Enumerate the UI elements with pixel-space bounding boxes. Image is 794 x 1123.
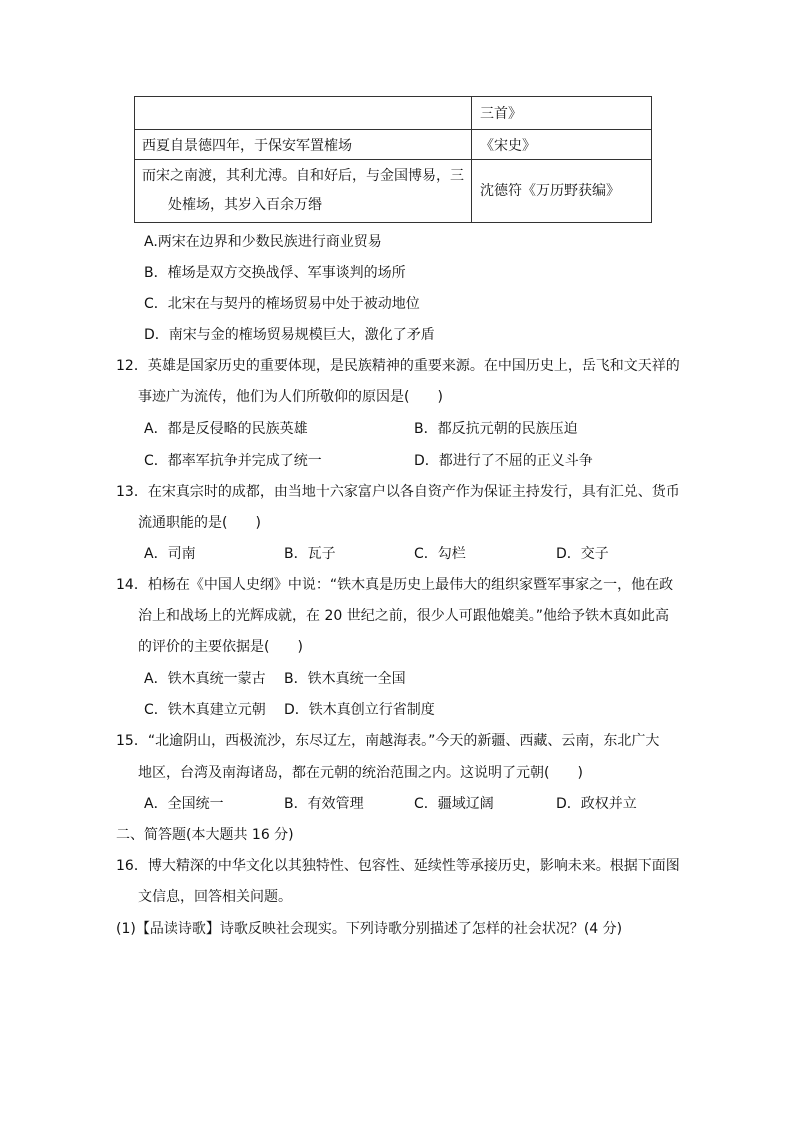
- q12-stem: 12．英雄是国家历史的重要体现，是民族精神的重要来源。在中国历史上，岳飞和文天祥的: [116, 358, 680, 374]
- q13-option-c: C．勾栏: [414, 546, 466, 562]
- q15-stem: 15．“北逾阴山，西极流沙，东尽辽左，南越海表。”今天的新疆、西藏、云南，东北广大: [116, 733, 660, 749]
- q14-stem: 14．柏杨在《中国人史纲》中说：“铁木真是历史上最伟大的组织家暨军事家之一，他在政: [116, 577, 674, 593]
- table-row: [135, 130, 652, 160]
- q13-option-a: A．司南: [144, 546, 196, 562]
- q14-stem: 治上和战场上的光辉成就，在 20 世纪之前，很少人可跟他媲美。”他给予铁木真如此高: [138, 608, 669, 624]
- q16-stem: 16．博大精深的中华文化以其独特性、包容性、延续性等承接历史，影响未来。根据下面图: [116, 858, 680, 874]
- q13-stem: 流通职能的是( ): [138, 515, 261, 531]
- q13-option-b: B．瓦子: [284, 546, 336, 562]
- q14-option-b: B．铁木真统一全国: [284, 671, 406, 687]
- table-row: [135, 160, 652, 223]
- table-cell-source: 《宋史》: [472, 130, 652, 160]
- q11-option-c: C．北宋在与契丹的榷场贸易中处于被动地位: [144, 296, 420, 312]
- source-table: [134, 96, 652, 223]
- table-cell-source: 三首》: [472, 97, 652, 130]
- table-cell-line: 而宋之南渡，其利尤溥。自和好后，与金国博易，三: [142, 168, 464, 184]
- q16-stem: 文信息，回答相关问题。: [138, 889, 292, 905]
- q12-option-d: D．都进行了不屈的正义斗争: [414, 453, 593, 469]
- table-cell-event: 西夏自景德四年，于保安军置榷场: [135, 130, 472, 160]
- q11-option-d: D．南宋与金的榷场贸易规模巨大，激化了矛盾: [144, 327, 435, 343]
- q12-stem: 事迹广为流传，他们为人们所敬仰的原因是( ): [138, 389, 443, 405]
- q15-option-d: D．政权并立: [556, 796, 637, 812]
- q12-option-c: C．都率军抗争并完成了统一: [144, 453, 322, 469]
- q15-option-b: B．有效管理: [284, 796, 364, 812]
- q14-option-c: C．铁木真建立元朝: [144, 702, 266, 718]
- table-cell-source: 沈德符《万历野获编》: [472, 160, 652, 223]
- table-row: [135, 97, 652, 130]
- table-cell-event: [135, 160, 472, 223]
- q11-option-b: B．榷场是双方交换战俘、军事谈判的场所: [144, 265, 406, 281]
- q11-option-a: A.两宋在边界和少数民族进行商业贸易: [144, 234, 382, 250]
- table-cell-line: 处榷场，其岁入百余万缗: [168, 197, 322, 213]
- section-heading: 二、简答题(本大题共 16 分): [116, 827, 294, 843]
- q12-option-a: A．都是反侵略的民族英雄: [144, 421, 308, 437]
- table-cell-event: [135, 97, 472, 130]
- q14-stem: 的评价的主要依据是( ): [138, 639, 303, 655]
- q14-option-a: A．铁木真统一蒙古: [144, 671, 266, 687]
- q12-option-b: B．都反抗元朝的民族压迫: [414, 421, 578, 437]
- q16-subquestion-1: (1)【品读诗歌】诗歌反映社会现实。下列诗歌分别描述了怎样的社会状况？(4 分): [116, 921, 623, 937]
- q13-stem: 13．在宋真宗时的成都，由当地十六家富户以各自资产作为保证主持发行，具有汇兑、货币: [116, 484, 680, 500]
- q14-option-d: D．铁木真创立行省制度: [284, 702, 435, 718]
- q15-option-a: A．全国统一: [144, 796, 224, 812]
- q15-option-c: C．疆域辽阔: [414, 796, 494, 812]
- q13-option-d: D．交子: [556, 546, 609, 562]
- q15-stem: 地区，台湾及南海诸岛，都在元朝的统治范围之内。这说明了元朝( ): [138, 765, 583, 781]
